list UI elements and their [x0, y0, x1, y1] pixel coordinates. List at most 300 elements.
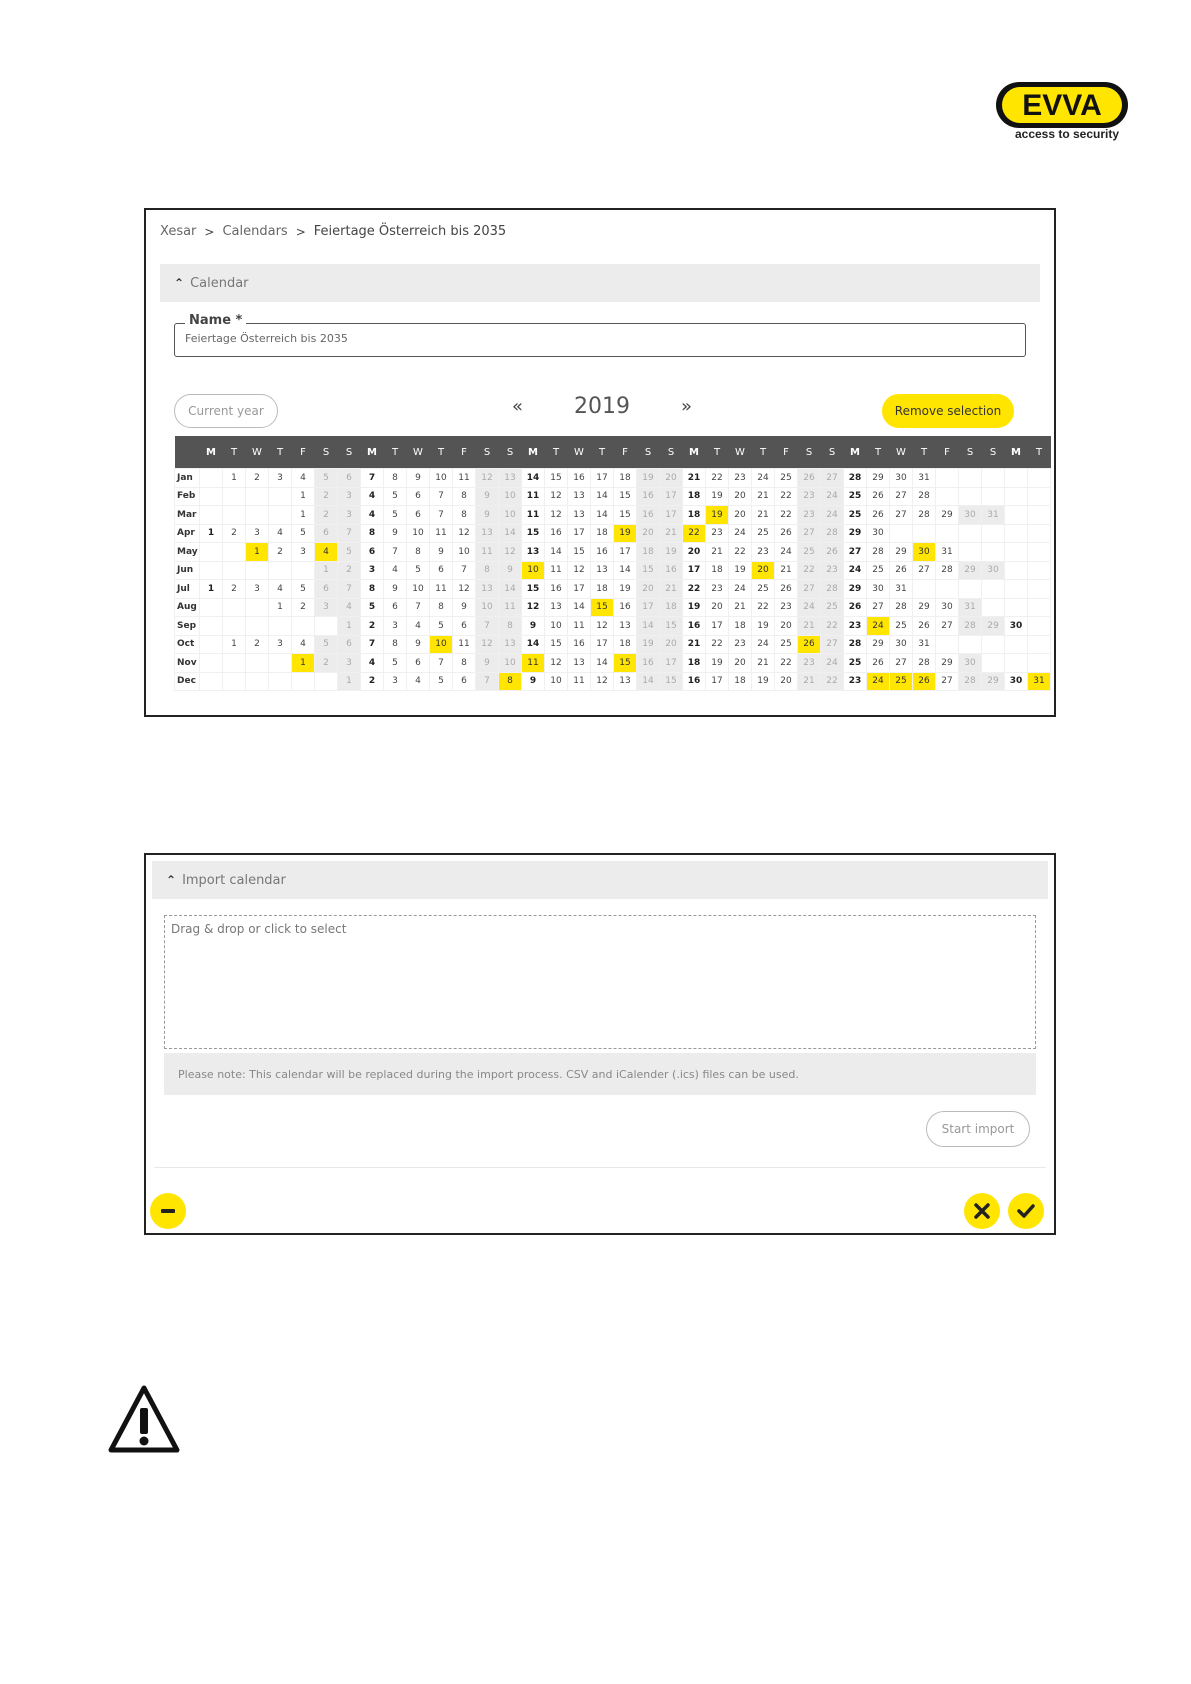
calendar-day[interactable]: 25 — [821, 598, 844, 617]
calendar-day[interactable]: 26 — [867, 654, 890, 673]
calendar-day[interactable]: 20 — [683, 543, 706, 562]
calendar-day[interactable]: 1 — [200, 580, 223, 599]
calendar-day[interactable]: 13 — [591, 561, 614, 580]
calendar-day[interactable]: 12 — [522, 598, 545, 617]
calendar-day[interactable]: 9 — [499, 561, 522, 580]
calendar-day[interactable]: 5 — [292, 524, 315, 543]
calendar-day[interactable]: 29 — [936, 506, 959, 525]
calendar-day[interactable]: 6 — [407, 506, 430, 525]
calendar-day[interactable]: 19 — [706, 487, 729, 506]
calendar-day[interactable]: 19 — [752, 672, 775, 691]
calendar-day[interactable]: 10 — [522, 561, 545, 580]
calendar-day[interactable]: 23 — [798, 654, 821, 673]
calendar-day[interactable]: 15 — [614, 487, 637, 506]
calendar-day[interactable]: 5 — [384, 506, 407, 525]
import-panel-header[interactable] — [152, 861, 1048, 899]
calendar-day[interactable]: 13 — [568, 506, 591, 525]
calendar-day[interactable]: 22 — [706, 469, 729, 488]
calendar-day[interactable]: 24 — [867, 672, 890, 691]
calendar-day[interactable]: 13 — [499, 635, 522, 654]
calendar-day[interactable]: 1 — [269, 598, 292, 617]
calendar-day[interactable]: 31 — [936, 543, 959, 562]
calendar-day[interactable]: 14 — [637, 617, 660, 636]
calendar-day[interactable]: 15 — [568, 543, 591, 562]
calendar-day[interactable]: 24 — [821, 654, 844, 673]
calendar-day[interactable]: 10 — [430, 469, 453, 488]
calendar-day[interactable]: 25 — [890, 672, 913, 691]
calendar-day[interactable]: 12 — [453, 580, 476, 599]
calendar-day[interactable]: 28 — [821, 580, 844, 599]
calendar-day[interactable]: 9 — [522, 617, 545, 636]
calendar-day[interactable]: 3 — [384, 617, 407, 636]
calendar-day[interactable]: 5 — [430, 672, 453, 691]
calendar-day[interactable]: 13 — [522, 543, 545, 562]
calendar-day[interactable]: 5 — [292, 580, 315, 599]
calendar-day[interactable]: 13 — [614, 617, 637, 636]
calendar-day[interactable]: 15 — [614, 506, 637, 525]
calendar-day[interactable]: 2 — [361, 617, 384, 636]
calendar-day[interactable]: 5 — [361, 598, 384, 617]
calendar-day[interactable]: 8 — [430, 598, 453, 617]
calendar-day[interactable]: 29 — [867, 635, 890, 654]
calendar-day[interactable]: 14 — [637, 672, 660, 691]
calendar-day[interactable]: 23 — [729, 635, 752, 654]
current-year-button[interactable]: Current year — [174, 394, 278, 428]
name-field[interactable] — [174, 313, 1026, 357]
calendar-day[interactable]: 11 — [568, 617, 591, 636]
calendar-day[interactable]: 30 — [867, 524, 890, 543]
calendar-day[interactable]: 18 — [683, 654, 706, 673]
calendar-day[interactable]: 28 — [821, 524, 844, 543]
calendar-day[interactable]: 10 — [499, 487, 522, 506]
calendar-day[interactable]: 25 — [775, 469, 798, 488]
calendar-day[interactable]: 21 — [683, 635, 706, 654]
next-year-button[interactable]: » — [680, 396, 692, 417]
calendar-day[interactable]: 18 — [706, 561, 729, 580]
calendar-day[interactable]: 13 — [568, 654, 591, 673]
calendar-day[interactable]: 10 — [545, 672, 568, 691]
calendar-day[interactable]: 4 — [269, 580, 292, 599]
calendar-day[interactable]: 3 — [338, 506, 361, 525]
calendar-day[interactable]: 22 — [775, 506, 798, 525]
calendar-day[interactable]: 2 — [315, 654, 338, 673]
confirm-button[interactable] — [1008, 1193, 1044, 1229]
calendar-day[interactable]: 8 — [499, 617, 522, 636]
calendar-day[interactable]: 14 — [545, 543, 568, 562]
calendar-day[interactable]: 17 — [706, 617, 729, 636]
calendar-day[interactable]: 26 — [867, 506, 890, 525]
calendar-day[interactable]: 6 — [384, 598, 407, 617]
calendar-day[interactable]: 10 — [499, 506, 522, 525]
calendar-day[interactable]: 28 — [867, 543, 890, 562]
calendar-day[interactable]: 26 — [913, 672, 936, 691]
calendar-day[interactable]: 17 — [591, 635, 614, 654]
calendar-day[interactable]: 11 — [430, 580, 453, 599]
calendar-day[interactable]: 29 — [982, 617, 1005, 636]
calendar-day[interactable]: 31 — [1028, 672, 1051, 691]
calendar-day[interactable]: 28 — [844, 469, 867, 488]
calendar-day[interactable]: 25 — [844, 506, 867, 525]
calendar-day[interactable]: 12 — [591, 672, 614, 691]
calendar-day[interactable]: 15 — [591, 598, 614, 617]
calendar-day[interactable]: 8 — [384, 635, 407, 654]
calendar-day[interactable]: 31 — [982, 506, 1005, 525]
calendar-day[interactable]: 1 — [315, 561, 338, 580]
calendar-day[interactable]: 29 — [959, 561, 982, 580]
calendar-day[interactable]: 18 — [614, 635, 637, 654]
calendar-day[interactable]: 23 — [798, 487, 821, 506]
calendar-day[interactable]: 15 — [660, 617, 683, 636]
calendar-day[interactable]: 14 — [499, 524, 522, 543]
calendar-day[interactable]: 3 — [246, 524, 269, 543]
calendar-day[interactable]: 28 — [913, 506, 936, 525]
calendar-day[interactable]: 2 — [315, 506, 338, 525]
name-input[interactable]: Feiertage Österreich bis 2035 — [185, 332, 348, 345]
calendar-day[interactable]: 12 — [545, 506, 568, 525]
calendar-day[interactable]: 29 — [890, 543, 913, 562]
calendar-day[interactable]: 25 — [844, 487, 867, 506]
calendar-day[interactable]: 6 — [338, 635, 361, 654]
calendar-day[interactable]: 9 — [476, 654, 499, 673]
calendar-day[interactable]: 24 — [821, 506, 844, 525]
calendar-day[interactable]: 28 — [959, 617, 982, 636]
calendar-day[interactable]: 2 — [315, 487, 338, 506]
calendar-day[interactable]: 1 — [292, 506, 315, 525]
calendar-day[interactable]: 1 — [292, 654, 315, 673]
calendar-day[interactable]: 3 — [269, 635, 292, 654]
calendar-day[interactable]: 13 — [476, 524, 499, 543]
calendar-day[interactable]: 22 — [821, 672, 844, 691]
calendar-day[interactable]: 29 — [844, 580, 867, 599]
calendar-day[interactable]: 16 — [637, 506, 660, 525]
calendar-day[interactable]: 12 — [545, 487, 568, 506]
calendar-day[interactable]: 12 — [476, 469, 499, 488]
calendar-day[interactable]: 13 — [614, 672, 637, 691]
calendar-day[interactable]: 21 — [729, 598, 752, 617]
calendar-day[interactable]: 21 — [660, 580, 683, 599]
calendar-day[interactable]: 28 — [936, 561, 959, 580]
calendar-day[interactable]: 26 — [798, 635, 821, 654]
calendar-day[interactable]: 16 — [637, 654, 660, 673]
calendar-day[interactable]: 18 — [729, 617, 752, 636]
calendar-day[interactable]: 9 — [384, 580, 407, 599]
calendar-day[interactable]: 3 — [315, 598, 338, 617]
calendar-day[interactable]: 7 — [453, 561, 476, 580]
calendar-day[interactable]: 17 — [683, 561, 706, 580]
calendar-day[interactable]: 27 — [890, 487, 913, 506]
calendar-day[interactable]: 3 — [269, 469, 292, 488]
calendar-day[interactable]: 13 — [476, 580, 499, 599]
calendar-day[interactable]: 2 — [246, 635, 269, 654]
calendar-day[interactable]: 7 — [407, 598, 430, 617]
calendar-day[interactable]: 27 — [844, 543, 867, 562]
calendar-day[interactable]: 28 — [844, 635, 867, 654]
calendar-day[interactable]: 8 — [476, 561, 499, 580]
calendar-day[interactable]: 11 — [522, 506, 545, 525]
calendar-day[interactable]: 20 — [729, 654, 752, 673]
calendar-day[interactable]: 18 — [591, 524, 614, 543]
calendar-day[interactable]: 23 — [844, 672, 867, 691]
calendar-day[interactable]: 28 — [913, 487, 936, 506]
calendar-day[interactable]: 15 — [522, 524, 545, 543]
calendar-day[interactable]: 15 — [545, 469, 568, 488]
calendar-day[interactable]: 24 — [775, 543, 798, 562]
calendar-panel-header[interactable] — [160, 264, 1040, 302]
start-import-button[interactable]: Start import — [926, 1111, 1030, 1147]
calendar-day[interactable]: 10 — [499, 654, 522, 673]
calendar-day[interactable]: 4 — [361, 506, 384, 525]
calendar-day[interactable]: 21 — [752, 654, 775, 673]
calendar-day[interactable]: 1 — [200, 524, 223, 543]
calendar-day[interactable]: 1 — [338, 672, 361, 691]
calendar-day[interactable]: 11 — [430, 524, 453, 543]
calendar-day[interactable]: 27 — [798, 524, 821, 543]
calendar-day[interactable]: 5 — [384, 654, 407, 673]
calendar-day[interactable]: 23 — [798, 506, 821, 525]
calendar-day[interactable]: 24 — [844, 561, 867, 580]
calendar-day[interactable]: 5 — [338, 543, 361, 562]
calendar-day[interactable]: 14 — [591, 487, 614, 506]
calendar-day[interactable]: 17 — [614, 543, 637, 562]
calendar-day[interactable]: 25 — [775, 635, 798, 654]
calendar-day[interactable]: 21 — [752, 487, 775, 506]
calendar-day[interactable]: 8 — [407, 543, 430, 562]
remove-button[interactable] — [150, 1193, 186, 1229]
breadcrumb-xesar[interactable]: Xesar — [160, 224, 197, 239]
calendar-day[interactable]: 6 — [407, 654, 430, 673]
calendar-day[interactable]: 5 — [407, 561, 430, 580]
calendar-day[interactable]: 2 — [246, 469, 269, 488]
calendar-day[interactable]: 14 — [591, 506, 614, 525]
calendar-day[interactable]: 22 — [729, 543, 752, 562]
calendar-day[interactable]: 11 — [545, 561, 568, 580]
calendar-day[interactable]: 28 — [913, 654, 936, 673]
calendar-day[interactable]: 20 — [660, 635, 683, 654]
calendar-day[interactable]: 26 — [890, 561, 913, 580]
calendar-day[interactable]: 11 — [568, 672, 591, 691]
calendar-day[interactable]: 30 — [890, 469, 913, 488]
calendar-day[interactable]: 17 — [568, 524, 591, 543]
calendar-day[interactable]: 3 — [338, 654, 361, 673]
calendar-day[interactable]: 11 — [522, 654, 545, 673]
calendar-day[interactable]: 19 — [683, 598, 706, 617]
calendar-day[interactable]: 16 — [637, 487, 660, 506]
calendar-day[interactable]: 20 — [637, 580, 660, 599]
calendar-day[interactable]: 24 — [867, 617, 890, 636]
calendar-day[interactable]: 9 — [453, 598, 476, 617]
calendar-day[interactable]: 2 — [223, 580, 246, 599]
calendar-day[interactable]: 4 — [269, 524, 292, 543]
calendar-day[interactable]: 2 — [361, 672, 384, 691]
calendar-day[interactable]: 11 — [476, 543, 499, 562]
calendar-day[interactable]: 30 — [936, 598, 959, 617]
calendar-day[interactable]: 18 — [729, 672, 752, 691]
calendar-day[interactable]: 9 — [522, 672, 545, 691]
calendar-day[interactable]: 11 — [499, 598, 522, 617]
calendar-day[interactable]: 14 — [614, 561, 637, 580]
calendar-day[interactable]: 19 — [614, 580, 637, 599]
calendar-day[interactable]: 26 — [867, 487, 890, 506]
calendar-day[interactable]: 12 — [499, 543, 522, 562]
calendar-day[interactable]: 16 — [683, 672, 706, 691]
calendar-day[interactable]: 3 — [292, 543, 315, 562]
calendar-day[interactable]: 27 — [890, 506, 913, 525]
calendar-day[interactable]: 14 — [499, 580, 522, 599]
calendar-day[interactable]: 4 — [384, 561, 407, 580]
calendar-day[interactable]: 6 — [430, 561, 453, 580]
calendar-day[interactable]: 1 — [246, 543, 269, 562]
breadcrumb-calendars[interactable]: Calendars — [222, 224, 288, 239]
calendar-day[interactable]: 30 — [982, 561, 1005, 580]
previous-year-button[interactable]: « — [512, 396, 524, 417]
calendar-day[interactable]: 13 — [568, 487, 591, 506]
cancel-button[interactable] — [964, 1193, 1000, 1229]
calendar-day[interactable]: 25 — [752, 524, 775, 543]
calendar-day[interactable]: 7 — [361, 469, 384, 488]
calendar-day[interactable]: 10 — [430, 635, 453, 654]
calendar-day[interactable]: 4 — [292, 469, 315, 488]
calendar-day[interactable]: 19 — [706, 506, 729, 525]
calendar-day[interactable]: 12 — [453, 524, 476, 543]
calendar-day[interactable]: 29 — [982, 672, 1005, 691]
calendar-day[interactable]: 28 — [959, 672, 982, 691]
calendar-day[interactable]: 6 — [453, 672, 476, 691]
calendar-day[interactable]: 2 — [292, 598, 315, 617]
calendar-day[interactable]: 15 — [614, 654, 637, 673]
calendar-day[interactable]: 24 — [752, 635, 775, 654]
calendar-day[interactable]: 16 — [568, 635, 591, 654]
calendar-day[interactable]: 30 — [890, 635, 913, 654]
calendar-day[interactable]: 4 — [407, 672, 430, 691]
calendar-day[interactable]: 17 — [706, 672, 729, 691]
calendar-day[interactable]: 5 — [315, 469, 338, 488]
calendar-day[interactable]: 8 — [453, 487, 476, 506]
calendar-day[interactable]: 12 — [568, 561, 591, 580]
calendar-day[interactable]: 15 — [545, 635, 568, 654]
calendar-day[interactable]: 10 — [476, 598, 499, 617]
calendar-day[interactable]: 27 — [798, 580, 821, 599]
calendar-day[interactable]: 12 — [476, 635, 499, 654]
calendar-day[interactable]: 10 — [407, 580, 430, 599]
calendar-day[interactable]: 8 — [453, 506, 476, 525]
calendar-day[interactable]: 4 — [361, 487, 384, 506]
calendar-day[interactable]: 19 — [706, 654, 729, 673]
calendar-day[interactable]: 25 — [752, 580, 775, 599]
calendar-day[interactable]: 6 — [407, 487, 430, 506]
calendar-day[interactable]: 4 — [361, 654, 384, 673]
calendar-day[interactable]: 27 — [936, 672, 959, 691]
calendar-day[interactable]: 8 — [384, 469, 407, 488]
calendar-day[interactable]: 10 — [545, 617, 568, 636]
calendar-day[interactable]: 26 — [844, 598, 867, 617]
calendar-day[interactable]: 6 — [453, 617, 476, 636]
remove-selection-button[interactable]: Remove selection — [882, 394, 1014, 428]
calendar-day[interactable]: 9 — [407, 635, 430, 654]
calendar-day[interactable]: 16 — [568, 469, 591, 488]
calendar-day[interactable]: 31 — [913, 635, 936, 654]
calendar-day[interactable]: 17 — [637, 598, 660, 617]
calendar-day[interactable]: 20 — [729, 506, 752, 525]
calendar-day[interactable]: 27 — [821, 469, 844, 488]
calendar-day[interactable]: 21 — [683, 469, 706, 488]
calendar-day[interactable]: 14 — [522, 635, 545, 654]
calendar-day[interactable]: 26 — [821, 543, 844, 562]
calendar-day[interactable]: 1 — [292, 487, 315, 506]
calendar-day[interactable]: 4 — [338, 598, 361, 617]
calendar-day[interactable]: 21 — [706, 543, 729, 562]
calendar-day[interactable]: 21 — [775, 561, 798, 580]
calendar-day[interactable]: 30 — [867, 580, 890, 599]
calendar-day[interactable]: 9 — [407, 469, 430, 488]
calendar-day[interactable]: 30 — [959, 654, 982, 673]
calendar-day[interactable]: 30 — [1005, 617, 1028, 636]
calendar-day[interactable]: 7 — [476, 672, 499, 691]
calendar-day[interactable]: 19 — [729, 561, 752, 580]
calendar-day[interactable]: 7 — [430, 506, 453, 525]
calendar-day[interactable]: 7 — [430, 487, 453, 506]
calendar-day[interactable]: 2 — [223, 524, 246, 543]
calendar-day[interactable]: 10 — [453, 543, 476, 562]
calendar-day[interactable]: 22 — [752, 598, 775, 617]
calendar-day[interactable]: 31 — [890, 580, 913, 599]
calendar-day[interactable]: 6 — [315, 580, 338, 599]
calendar-day[interactable]: 23 — [821, 561, 844, 580]
calendar-day[interactable]: 30 — [1005, 672, 1028, 691]
calendar-day[interactable]: 26 — [775, 524, 798, 543]
calendar-day[interactable]: 20 — [706, 598, 729, 617]
calendar-day[interactable]: 21 — [798, 672, 821, 691]
calendar-day[interactable]: 3 — [361, 561, 384, 580]
calendar-day[interactable]: 3 — [246, 580, 269, 599]
calendar-day[interactable]: 11 — [453, 635, 476, 654]
calendar-day[interactable]: 16 — [614, 598, 637, 617]
calendar-day[interactable]: 27 — [913, 561, 936, 580]
calendar-day[interactable]: 24 — [821, 487, 844, 506]
calendar-day[interactable]: 23 — [752, 543, 775, 562]
calendar-day[interactable]: 6 — [315, 524, 338, 543]
calendar-day[interactable]: 27 — [867, 598, 890, 617]
calendar-day[interactable]: 15 — [522, 580, 545, 599]
calendar-day[interactable]: 16 — [545, 580, 568, 599]
calendar-day[interactable]: 19 — [660, 543, 683, 562]
calendar-day[interactable]: 22 — [821, 617, 844, 636]
calendar-day[interactable]: 9 — [384, 524, 407, 543]
calendar-day[interactable]: 25 — [867, 561, 890, 580]
calendar-day[interactable]: 14 — [591, 654, 614, 673]
calendar-day[interactable]: 6 — [338, 469, 361, 488]
calendar-day[interactable]: 9 — [476, 487, 499, 506]
calendar-day[interactable]: 26 — [913, 617, 936, 636]
calendar-day[interactable]: 26 — [775, 580, 798, 599]
calendar-day[interactable]: 27 — [821, 635, 844, 654]
calendar-day[interactable]: 7 — [430, 654, 453, 673]
calendar-day[interactable]: 3 — [338, 487, 361, 506]
calendar-day[interactable]: 5 — [384, 487, 407, 506]
calendar-day[interactable]: 28 — [890, 598, 913, 617]
calendar-day[interactable]: 15 — [660, 672, 683, 691]
calendar-day[interactable]: 18 — [683, 506, 706, 525]
calendar-day[interactable]: 30 — [913, 543, 936, 562]
calendar-day[interactable]: 17 — [591, 469, 614, 488]
calendar-day[interactable]: 7 — [338, 580, 361, 599]
calendar-day[interactable]: 18 — [660, 598, 683, 617]
calendar-day[interactable]: 4 — [292, 635, 315, 654]
calendar-day[interactable]: 23 — [706, 524, 729, 543]
calendar-day[interactable]: 7 — [338, 524, 361, 543]
calendar-day[interactable]: 29 — [936, 654, 959, 673]
calendar-day[interactable]: 21 — [660, 524, 683, 543]
calendar-day[interactable]: 2 — [338, 561, 361, 580]
